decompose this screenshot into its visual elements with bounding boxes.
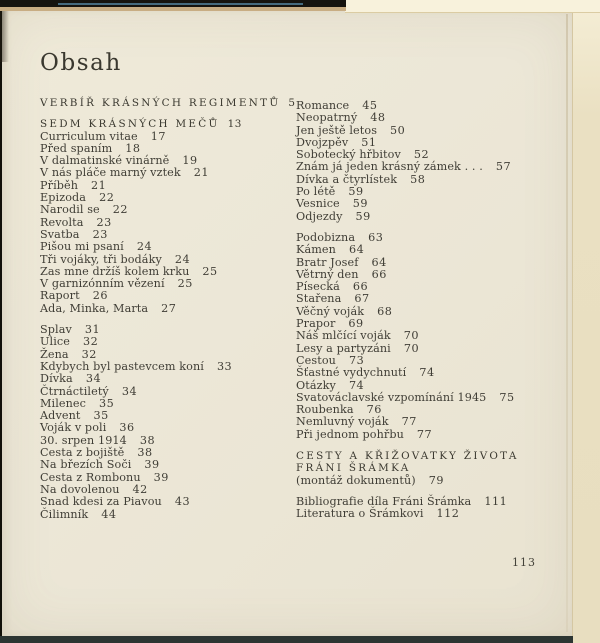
toc-entry-page: 58	[410, 172, 426, 186]
scan-bottom-band	[0, 636, 573, 643]
toc-entry-page: 32	[82, 335, 99, 349]
toc-entry-title: Splav	[40, 323, 72, 337]
toc-entry-page: 13	[227, 118, 242, 131]
toc-entry-title: Dívka a čtyrlístek	[296, 172, 398, 186]
toc-entry-title: Otázky	[296, 378, 336, 392]
page-title: Obsah	[40, 50, 122, 76]
toc-entry-page: 31	[84, 323, 101, 337]
toc-entry-title: Cesta z bojiště	[40, 446, 125, 460]
book-fore-edge	[572, 0, 600, 643]
toc-entry-title: Neopatrný	[296, 111, 358, 125]
scan-top-blue-line	[58, 3, 303, 5]
toc-entry-page: 38	[139, 433, 156, 447]
toc-entry	[296, 475, 571, 487]
toc-entry-page: 67	[354, 292, 370, 306]
toc-entry-page: 35	[99, 396, 115, 410]
toc-entry-page: 66	[352, 280, 369, 294]
toc-heading	[40, 97, 296, 109]
toc-entry	[296, 429, 571, 441]
toc-entry-page: 111	[484, 494, 508, 508]
toc-entry-page: 18	[125, 141, 141, 155]
toc-entry-title: Ulice	[40, 335, 70, 349]
toc-entry-page: 21	[193, 166, 210, 180]
toc-heading	[296, 450, 571, 462]
toc-entry-title: VERBÍŘ KRÁSNÝCH REGIMENTŮ	[40, 97, 281, 109]
toc-entry-page: 79	[428, 473, 444, 487]
toc-entry-page: 48	[370, 111, 386, 125]
toc-entry-title: Znám já jeden krásný zámek . . .	[296, 160, 483, 174]
toc-entry-title: Po létě	[296, 185, 336, 199]
toc-entry-page: 22	[99, 191, 115, 205]
toc-entry-title: Cestou	[296, 353, 336, 367]
toc-entry-title: Na dovolenou	[40, 482, 120, 496]
toc-entry-title: V garnizónním vězení	[40, 277, 165, 291]
toc-entry-title: Epizoda	[40, 191, 87, 205]
toc-entry-title: Dvojzpěv	[296, 135, 349, 149]
toc-entry-title: Ada, Minka, Marta	[40, 301, 149, 315]
toc-entry	[40, 336, 292, 348]
toc-entry	[296, 343, 571, 355]
toc-entry-page: 57	[495, 160, 512, 174]
toc-entry-page: 64	[348, 243, 365, 257]
toc-entry-page: 22	[112, 203, 129, 217]
toc-entry-title: Advent	[40, 409, 81, 423]
toc-entry-title: Jen ještě letos	[296, 123, 378, 137]
toc-entry-title: Svatováclavské vzpomínání 1945	[296, 390, 487, 404]
toc-entry-title: Čilimník	[40, 507, 89, 521]
toc-entry-page: 26	[92, 289, 108, 303]
toc-entry	[40, 303, 292, 315]
toc-entry-title: CESTY A KŘIŽOVATKY ŽIVOTA	[296, 450, 519, 463]
toc-entry-page: 73	[348, 353, 365, 367]
toc-entry-page: 32	[81, 347, 97, 361]
toc-entry-title: Odjezdy	[296, 209, 343, 223]
toc-entry	[296, 508, 571, 520]
toc-entry-title: SEDM KRÁSNÝCH MEČŮ	[40, 118, 220, 131]
toc-entry-title: Náš mlčící voják	[296, 329, 391, 343]
toc-entry-title: Dívka	[40, 372, 73, 386]
toc-entry-title: Curriculum vitae	[40, 129, 138, 143]
toc-entry-title: FRÁNI ŠRÁMKA	[296, 462, 411, 475]
toc-entry	[40, 361, 292, 373]
toc-entry-title: Šťastné vydychnutí	[296, 366, 407, 380]
toc-entry-page: 5	[288, 97, 296, 109]
toc-entry-title: V nás pláče marný vztek	[40, 166, 181, 180]
toc-entry-page: 51	[361, 135, 377, 149]
toc-entry-title: Čtrnáctiletý	[40, 384, 109, 398]
toc-entry	[296, 211, 571, 223]
toc-entry-page: 33	[216, 359, 233, 373]
toc-entry-page: 70	[403, 329, 420, 343]
toc-entry-page: 39	[144, 458, 160, 472]
toc-entry-page: 45	[362, 99, 378, 112]
toc-entry-title: Kámen	[296, 243, 336, 257]
toc-entry-title: Literatura o Šrámkovi	[296, 507, 424, 521]
toc-entry-page: 17	[150, 129, 166, 143]
toc-entry	[296, 174, 571, 186]
toc-entry-title: Pišou mi psaní	[40, 240, 124, 254]
toc-entry-title: Žena	[40, 347, 69, 361]
toc-entry-title: Roubenka	[296, 403, 354, 417]
toc-gap	[296, 441, 571, 450]
toc-entry-page: 63	[368, 230, 384, 244]
toc-entry-title: Sobotecký hřbitov	[296, 148, 401, 162]
toc-entry-title: 30. srpen 1914	[40, 433, 127, 447]
toc-entry-title: Stařena	[296, 292, 342, 306]
toc-entry-page: 77	[401, 415, 417, 429]
toc-entry-title: Cesta z Rombonu	[40, 470, 141, 484]
toc-entry-page: 24	[174, 252, 191, 266]
toc-entry-title: Tři vojáky, tři bodáky	[40, 252, 162, 266]
toc-column-right	[296, 97, 571, 521]
toc-entry-page: 66	[371, 267, 387, 281]
toc-entry-title: Lesy a partyzáni	[296, 341, 391, 355]
toc-entry-title: Raport	[40, 289, 80, 303]
toc-entry-title: V dalmatinské vinárně	[40, 154, 170, 168]
toc-entry-page: 68	[377, 304, 393, 318]
toc-entry-title: Snad kdesi za Piavou	[40, 495, 162, 509]
scan-top-tan-line	[0, 7, 346, 11]
toc-entry-page: 76	[366, 403, 382, 417]
backdrop-top-right	[345, 0, 600, 13]
toc-entry-page: 38	[137, 446, 153, 460]
toc-entry-page: 34	[85, 372, 102, 386]
toc-entry-page: 52	[413, 148, 430, 162]
toc-entry	[296, 232, 571, 244]
toc-entry-title: (montáž dokumentů)	[296, 473, 416, 487]
toc-entry-page: 74	[419, 366, 435, 380]
toc-entry-title: Narodil se	[40, 203, 100, 217]
toc-entry-title: Písecká	[296, 280, 340, 294]
toc-entry-page: 42	[132, 482, 148, 496]
toc-entry	[296, 306, 571, 318]
toc-entry-page: 34	[121, 384, 138, 398]
toc-entry-page: 70	[403, 341, 420, 355]
toc-entry-page: 25	[202, 264, 218, 278]
toc-entry-page: 39	[153, 470, 169, 484]
toc-entry-page: 77	[416, 427, 433, 441]
toc-entry-page: 59	[348, 185, 364, 199]
toc-column-left	[40, 97, 296, 521]
toc-entry-title: Prapor	[296, 317, 336, 331]
toc-entry	[296, 367, 571, 379]
toc-entry-page: 112	[436, 507, 460, 521]
toc-entry-title: Na březích Soči	[40, 458, 132, 472]
toc-entry-page: 75	[499, 390, 515, 404]
toc-entry-page: 36	[119, 421, 135, 435]
toc-entry-title: Voják v poli	[40, 421, 107, 435]
toc-entry-title: Zas mne držíš kolem krku	[40, 264, 190, 278]
toc-entry-title: Milenec	[40, 396, 87, 410]
toc-entry-page: 23	[92, 227, 108, 241]
toc-entry-page: 24	[136, 240, 153, 254]
toc-entry-page: 19	[182, 154, 198, 168]
toc-entry-page: 35	[93, 409, 109, 423]
toc-entry-title: Větrný den	[296, 267, 359, 281]
toc-entry-page: 59	[355, 209, 371, 223]
toc-entry-title: Nemluvný voják	[296, 415, 389, 429]
toc-entry-page: 44	[101, 507, 117, 521]
toc-gap	[40, 315, 292, 324]
toc-entry-page: 59	[352, 197, 369, 211]
toc-entry-page: 21	[91, 178, 107, 192]
toc-entry-page: 74	[348, 378, 365, 392]
toc-entry-title: Bibliografie díla Fráni Šrámka	[296, 494, 472, 508]
toc-entry-title: Svatba	[40, 227, 80, 241]
page-corner-shadow	[0, 10, 9, 62]
toc-entry	[40, 324, 292, 336]
toc-entry-page: 50	[390, 123, 406, 137]
toc-entry-title: Romance	[296, 99, 350, 112]
toc-entry-page: 64	[371, 255, 387, 269]
toc-entry	[40, 509, 292, 521]
toc-entry-page: 69	[348, 317, 364, 331]
toc-entry-title: Vesnice	[296, 197, 340, 211]
toc-entry-title: Bratr Josef	[296, 255, 359, 269]
toc-entry-title: Při jednom pohřbu	[296, 427, 404, 441]
page-number: 113	[512, 556, 536, 569]
toc-entry-page: 27	[161, 301, 177, 315]
toc-gap	[40, 109, 292, 118]
toc-entry-title: Kdybych byl pastevcem koní	[40, 359, 204, 373]
toc-entry-page: 25	[177, 277, 193, 291]
toc-entry-title: Před spaním	[40, 141, 113, 155]
toc-entry-page: 23	[96, 215, 112, 229]
toc-entry-title: Revolta	[40, 215, 84, 229]
toc-entry-title: Věčný voják	[296, 304, 365, 318]
toc-entry-page: 43	[174, 495, 191, 509]
toc-entry-title: Příběh	[40, 178, 79, 192]
toc-entry-title: Podobizna	[296, 230, 356, 244]
